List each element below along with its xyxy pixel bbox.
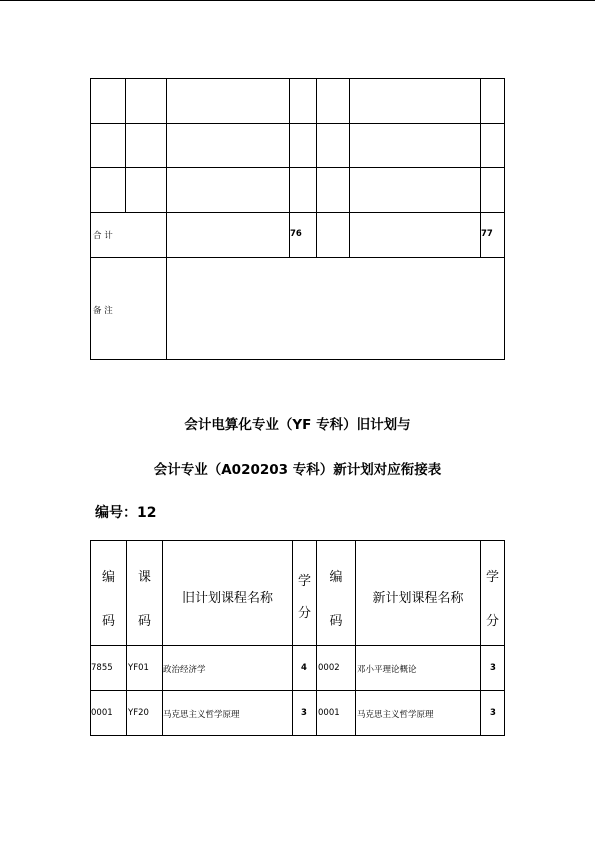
remark-label: 备 注: [93, 306, 113, 316]
cell-old-course-name: 政治经济学: [163, 665, 206, 675]
new-credit-total: 77: [481, 229, 493, 239]
total-label: 合 计: [93, 231, 113, 241]
old-credit-total: 76: [290, 229, 302, 239]
title-line-2: 会计专业（A020203 专科）新计划对应衔接表: [153, 462, 442, 478]
header-credit-old-2: 分: [297, 606, 311, 621]
header-new-code-2: 码: [329, 614, 343, 629]
cell-code: 0001: [91, 708, 113, 718]
title-line-1: 会计电算化专业（YF 专科）旧计划与: [184, 417, 411, 433]
header-new-code-1: 编: [329, 570, 343, 585]
header-code-2: 码: [101, 614, 115, 629]
cell-old-credit: 3: [301, 708, 307, 718]
cell-old-course-name: 马克思主义哲学原理: [163, 710, 240, 720]
cell-new-course-name: 邓小平理论概论: [357, 665, 417, 675]
header-course-2: 码: [137, 614, 151, 629]
document-number: 编号：12: [95, 505, 157, 521]
page-top-rule: [0, 0, 595, 1]
cell-course-code: YF01: [128, 663, 149, 673]
header-code-1: 编: [101, 570, 115, 585]
cell-new-code: 0002: [318, 663, 340, 673]
cell-new-credit: 3: [490, 708, 496, 718]
cell-new-course-name: 马克思主义哲学原理: [357, 710, 434, 720]
header-old-course-name: 旧计划课程名称: [181, 591, 273, 606]
cell-new-code: 0001: [318, 708, 340, 718]
cell-course-code: YF20: [128, 708, 149, 718]
header-credit-new-1: 学: [485, 570, 499, 585]
cell-new-credit: 3: [490, 663, 496, 673]
cell-code: 7855: [91, 663, 113, 673]
header-new-course-name: 新计划课程名称: [372, 591, 464, 606]
header-credit-old-1: 学: [297, 574, 311, 589]
header-course-1: 课: [137, 570, 151, 585]
cell-old-credit: 4: [301, 663, 307, 673]
header-credit-new-2: 分: [485, 614, 499, 629]
